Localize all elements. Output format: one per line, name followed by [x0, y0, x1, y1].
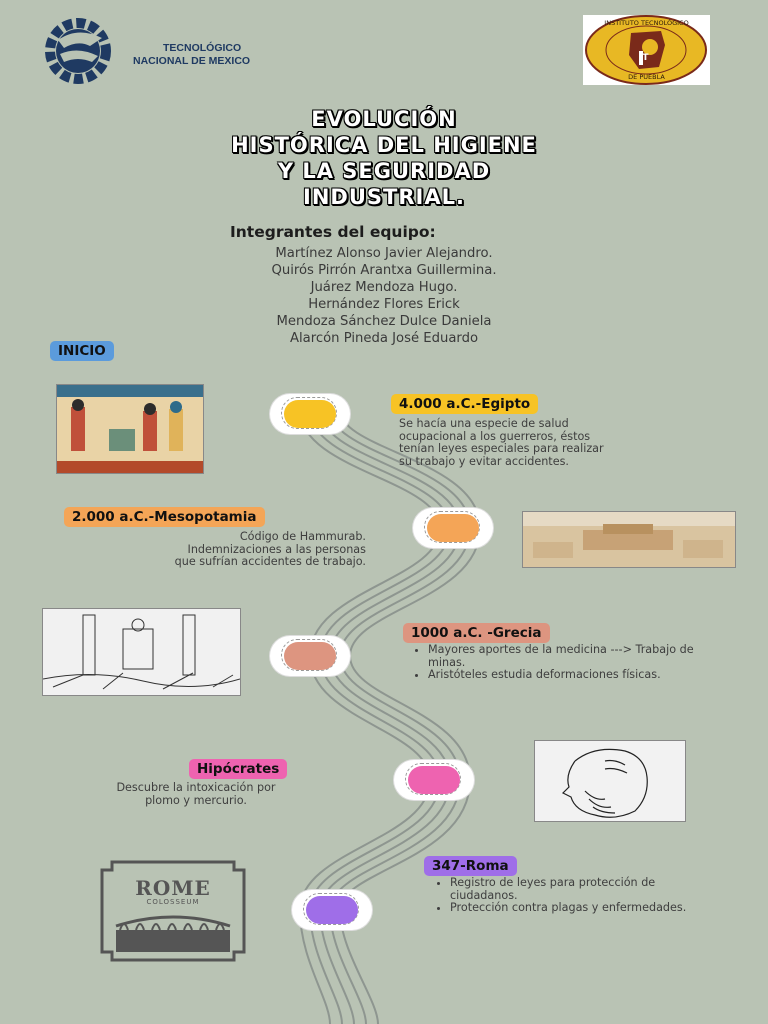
start-label: INICIO: [50, 341, 114, 361]
desc-egipto: [399, 418, 739, 468]
desc-hipocrates: [56, 782, 336, 807]
bullet: • Mayores aportes de la medicina ---> Trabajo de minas.: [428, 644, 734, 669]
label-grecia: 1000 a.C. -Grecia: [403, 623, 550, 643]
member: Alarcón Pineda José Eduardo: [289, 331, 479, 346]
team-heading: Integrantes del equipo:: [230, 223, 436, 241]
label-roma: 347-Roma: [424, 856, 517, 876]
desc-mesopotamia: [30, 531, 366, 569]
label-mesopotamia: 2.000 a.C.-Mesopotamia: [64, 507, 265, 527]
desc-line: Código de Hammurab.: [239, 530, 366, 543]
title-line-1: EVOLUCIÓN: [311, 107, 457, 131]
timeline-node-roma: [292, 890, 372, 930]
seal-text-top: INSTITUTO TECNOLÓGICO: [604, 19, 689, 27]
node-dot: [306, 896, 358, 924]
node-dot: [284, 642, 336, 670]
title-line-3: Y LA SEGURIDAD: [277, 159, 491, 183]
desc-line: tenían leyes especiales para realizar: [399, 442, 604, 455]
rome-stamp-subtitle: COLOSSEUM: [146, 898, 200, 906]
node-dot: [408, 766, 460, 794]
desc-line: plomo y mercurio.: [145, 793, 247, 807]
desc-line: su trabajo y evitar accidentes.: [399, 454, 569, 468]
rome-stamp-title: ROME: [135, 876, 211, 900]
seal-text-bottom: DE PUEBLA: [628, 73, 665, 81]
greece-image: [42, 608, 241, 696]
bullet: • Protección contra plagas y enfermedades.: [450, 902, 696, 915]
timeline-node-hipocrates: [394, 760, 474, 800]
org-line-2: NACIONAL DE MEXICO: [133, 55, 251, 67]
member: Quirós Pirrón Arantxa Guillermina.: [271, 263, 497, 278]
timeline-node-grecia: [270, 636, 350, 676]
member: Martínez Alonso Javier Alejandro.: [275, 246, 493, 261]
org-line-1: TECNOLÓGICO: [163, 42, 242, 54]
desc-line: que sufrían accidentes de trabajo.: [174, 555, 366, 568]
node-dot: [427, 514, 479, 542]
title-line-4: INDUSTRIAL.: [303, 185, 465, 209]
rome-stamp: [100, 860, 246, 962]
desc-line: Se hacía una especie de salud: [399, 417, 569, 430]
mesopotamia-image: [522, 511, 736, 568]
desc-line: Indemnizaciones a las personas: [187, 542, 366, 556]
node-dot: [284, 400, 336, 428]
desc-grecia: [414, 644, 734, 682]
egypt-image: [56, 384, 204, 474]
desc-line: ocupacional a los guerreros, éstos: [399, 429, 591, 443]
desc-line: Descubre la intoxicación por: [116, 781, 276, 794]
timeline-node-mesopotamia: [413, 508, 493, 548]
desc-roma: [436, 877, 696, 915]
bullet: • Registro de leyes para protección de ciudadanos.: [450, 877, 696, 902]
hippocrates-image: [534, 740, 686, 822]
title-line-2: HISTÓRICA DEL HIGIENE: [231, 133, 537, 157]
member: Mendoza Sánchez Dulce Daniela: [276, 314, 492, 329]
timeline-node-egipto: [270, 394, 350, 434]
member: Juárez Mendoza Hugo.: [310, 280, 458, 295]
label-egipto: 4.000 a.C.-Egipto: [391, 394, 538, 414]
member: Hernández Flores Erick: [308, 297, 460, 312]
seal-monogram: IT: [639, 53, 649, 63]
label-hipocrates: Hipócrates: [189, 759, 287, 779]
bullet: • Aristóteles estudia deformaciones físicas.: [428, 669, 734, 682]
